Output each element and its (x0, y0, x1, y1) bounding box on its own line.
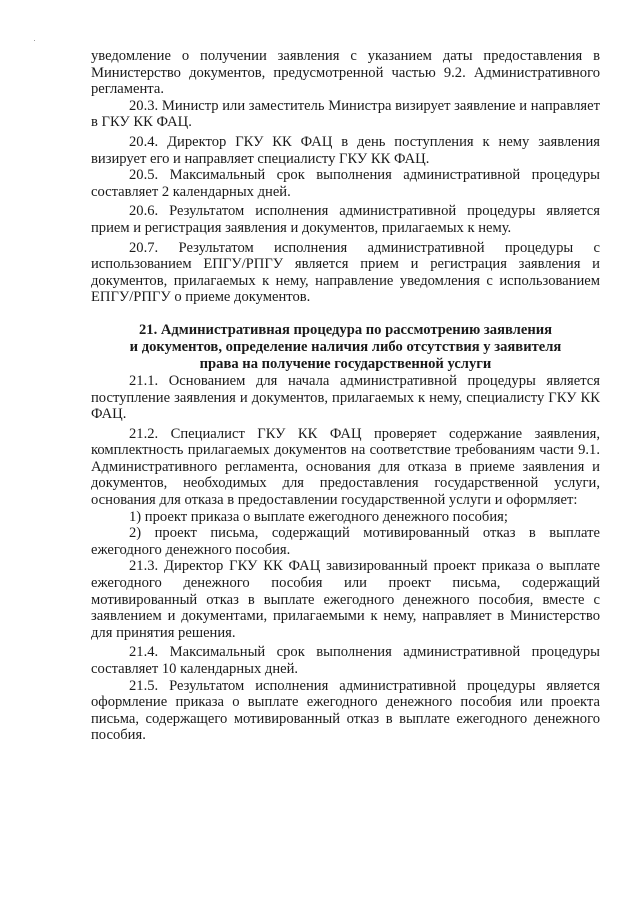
section-21-heading (91, 322, 600, 373)
paragraph-21-4: 21.4. Максимальный срок выполнения административной процедуры составляет 10 календарных дней. (91, 644, 600, 677)
section-21-heading-line-3: права на получение государственной услуги (199, 355, 492, 372)
section-21-heading-line-1: 21. Административная процедура по рассмотрению заявления (138, 321, 553, 338)
paragraph-21-3: 21.3. Директор ГКУ КК ФАЦ завизированный проект приказа о выплате ежегодного денежного пособия или проект письма, содержащий мотивированный отказ в выплате ежегодного денежного пособия, вместе с заявлением и документами, прилагаемыми к нему, направляет в Министерство для принятия решения. (91, 558, 600, 641)
scan-speck (34, 40, 35, 41)
list-item-2: 2) проект письма, содержащий мотивированный отказ в выплате ежегодного денежного пособия. (91, 525, 600, 558)
document-page (91, 48, 600, 744)
paragraph-20-6: 20.6. Результатом исполнения административной процедуры является прием и регистрация заявления и документов, прилагаемых к нему. (91, 203, 600, 236)
paragraph-21-2: 21.2. Специалист ГКУ КК ФАЦ проверяет содержание заявления, комплектность прилагаемых документов на соответствие требованиям части 9.1. Административного регламента, основания для отказа в приеме заявления и документов, необходимых для предоставления государственной услуги, основания для отказа в предоставлении государственной услуги и оформляет: (91, 425, 600, 509)
paragraph-20-4: 20.4. Директор ГКУ КК ФАЦ в день поступления к нему заявления визирует его и направляет специалисту ГКУ КК ФАЦ. (91, 133, 600, 167)
paragraph-20-7: 20.7. Результатом исполнения административной процедуры с использованием ЕПГУ/РПГУ является прием и регистрация заявления и документов, прилагаемых к нему, направление уведомления с использованием ЕПГУ/РПГУ о приеме документов. (91, 239, 600, 306)
paragraph-21-5: 21.5. Результатом исполнения административной процедуры является оформление приказа о выплате ежегодного денежного пособия или проекта письма, содержащего мотивированный отказ в выплате ежегодного денежного пособия. (91, 677, 600, 744)
section-21-heading-line-2: и документов, определение наличия либо отсутствия у заявителя (129, 338, 562, 355)
paragraph-20-3: 20.3. Министр или заместитель Министра визирует заявление и направляет в ГКУ КК ФАЦ. (91, 97, 600, 131)
paragraph-20-5: 20.5. Максимальный срок выполнения административной процедуры составляет 2 календарных дней. (91, 167, 600, 200)
list-item-1: 1) проект приказа о выплате ежегодного денежного пособия; (129, 508, 508, 525)
paragraph-21-1: 21.1. Основанием для начала административной процедуры является поступление заявления и документов, прилагаемых к нему, специалисту ГКУ КК ФАЦ. (91, 372, 600, 423)
intro-paragraph: уведомление о получении заявления с указанием даты предоставления в Министерство документов, предусмотренной частью 9.2. Административного регламента. (91, 48, 600, 98)
